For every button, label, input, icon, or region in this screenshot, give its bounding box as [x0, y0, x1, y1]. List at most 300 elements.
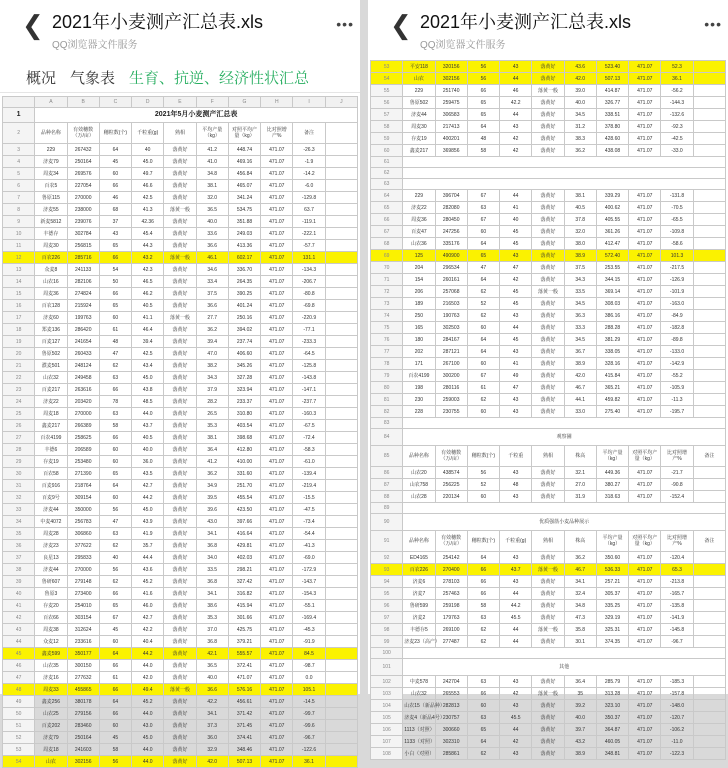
table-cell[interactable]: -69.0 [293, 552, 325, 564]
table-cell[interactable]: 44 [500, 624, 532, 636]
table-cell[interactable]: 471.07 [261, 156, 293, 168]
table-cell[interactable]: 523.40 [596, 61, 628, 73]
table-cell[interactable] [403, 648, 726, 659]
table-cell[interactable]: 471.07 [261, 204, 293, 216]
table-cell[interactable]: 410.00 [228, 456, 260, 468]
table-cell[interactable]: 302310 [435, 736, 467, 748]
table-cell[interactable]: 34.3 [564, 274, 596, 286]
table-cell[interactable]: -55.2 [661, 370, 693, 382]
table-cell[interactable]: 47 [467, 262, 499, 274]
table-cell[interactable]: 61 [99, 672, 131, 684]
table-cell[interactable]: 256783 [67, 516, 99, 528]
table-cell[interactable]: 43.6 [564, 61, 596, 73]
table-cell[interactable]: 47 [500, 382, 532, 394]
table-cell[interactable]: 41.1 [132, 312, 164, 324]
table-cell[interactable] [693, 73, 725, 85]
table-cell[interactable]: 61 [99, 324, 131, 336]
table-cell[interactable]: 0.0 [293, 672, 325, 684]
table-cell[interactable]: 278103 [435, 576, 467, 588]
table-cell[interactable]: 45 [500, 226, 532, 238]
table-cell[interactable]: -77.1 [293, 324, 325, 336]
table-cell[interactable]: 378.80 [596, 121, 628, 133]
table-cell[interactable]: 百农226 [403, 564, 435, 576]
column-header[interactable]: 千粒重(g) [132, 123, 164, 144]
table-cell[interactable] [693, 346, 725, 358]
table-cell[interactable] [403, 503, 726, 514]
table-cell[interactable]: 325.31 [596, 624, 628, 636]
row-number[interactable]: 98 [371, 624, 403, 636]
table-cell[interactable]: 34.6 [196, 264, 228, 276]
table-cell[interactable]: 37.3 [196, 720, 228, 732]
tab-traits-summary[interactable]: 生育、抗逆、经济性状汇总 [129, 69, 310, 87]
table-cell[interactable]: 38.9 [564, 358, 596, 370]
row-number[interactable]: 60 [371, 145, 403, 157]
table-cell[interactable] [325, 564, 357, 576]
column-header[interactable]: 对照平均产量（kg） [629, 446, 661, 467]
table-cell[interactable]: 52 [467, 298, 499, 310]
table-cell[interactable]: -6.0 [293, 180, 325, 192]
table-cell[interactable]: 249.03 [228, 228, 260, 240]
table-cell[interactable]: 471.07 [261, 636, 293, 648]
row-number[interactable]: 29 [3, 456, 35, 468]
table-cell[interactable]: 105.1 [293, 684, 325, 696]
table-cell[interactable]: 65 [467, 109, 499, 121]
table-cell[interactable]: 落黄好 [164, 492, 196, 504]
table-cell[interactable]: 233616 [67, 636, 99, 648]
table-cell[interactable]: 落黄好 [164, 588, 196, 600]
table-cell[interactable]: 33.5 [564, 286, 596, 298]
table-cell[interactable]: 36.6 [196, 300, 228, 312]
table-cell[interactable]: 379.21 [228, 636, 260, 648]
table-cell[interactable]: 339.29 [596, 190, 628, 202]
table-cell[interactable]: 周麦36 [35, 288, 67, 300]
table-cell[interactable]: 32.9 [196, 744, 228, 756]
row-number[interactable]: 23 [3, 384, 35, 396]
table-cell[interactable]: 471.07 [261, 144, 293, 156]
table-cell[interactable] [325, 672, 357, 684]
table-cell[interactable]: 306860 [67, 528, 99, 540]
table-cell[interactable]: 济麦7 [403, 588, 435, 600]
table-cell[interactable]: 256225 [435, 479, 467, 491]
table-cell[interactable] [325, 168, 357, 180]
column-header[interactable]: 熟相 [532, 531, 564, 552]
table-cell[interactable]: 397.66 [228, 516, 260, 528]
table-cell[interactable]: 36.4 [564, 676, 596, 688]
table-cell[interactable]: -14.2 [293, 168, 325, 180]
table-cell[interactable]: 327.28 [228, 372, 260, 384]
table-cell[interactable]: 471.07 [261, 216, 293, 228]
table-cell[interactable]: 448.74 [228, 144, 260, 156]
row-number[interactable]: 3 [3, 144, 35, 156]
table-cell[interactable]: 38.9 [564, 250, 596, 262]
table-cell[interactable]: 42.0 [196, 756, 228, 768]
table-cell[interactable]: 180 [403, 334, 435, 346]
table-cell[interactable]: 落黄好 [532, 479, 564, 491]
table-cell[interactable]: 350000 [67, 504, 99, 516]
table-cell[interactable]: 270000 [67, 408, 99, 420]
table-cell[interactable]: 42.36 [132, 216, 164, 228]
row-number[interactable]: 66 [371, 214, 403, 226]
table-cell[interactable]: 落黄好 [532, 394, 564, 406]
table-cell[interactable]: 280116 [435, 382, 467, 394]
table-cell[interactable]: 241654 [67, 336, 99, 348]
table-cell[interactable] [693, 97, 725, 109]
table-cell[interactable]: 63 [467, 612, 499, 624]
table-cell[interactable]: 64 [99, 696, 131, 708]
table-cell[interactable] [693, 624, 725, 636]
row-number[interactable]: 82 [371, 406, 403, 418]
table-cell[interactable]: 落黄好 [164, 612, 196, 624]
column-header[interactable]: 平均产量（kg） [196, 123, 228, 144]
table-cell[interactable] [693, 121, 725, 133]
table-cell[interactable]: 65 [99, 240, 131, 252]
table-cell[interactable] [693, 576, 725, 588]
column-header[interactable]: 株高 [564, 446, 596, 467]
table-cell[interactable]: 66 [99, 180, 131, 192]
row-number[interactable]: 5 [3, 168, 35, 180]
table-cell[interactable]: -72.4 [293, 432, 325, 444]
row-number[interactable]: 58 [371, 121, 403, 133]
table-cell[interactable] [325, 372, 357, 384]
table-cell[interactable]: 189 [403, 298, 435, 310]
table-cell[interactable]: 257.21 [596, 576, 628, 588]
table-cell[interactable]: 济麦60 [35, 312, 67, 324]
table-cell[interactable]: 390.25 [228, 288, 260, 300]
table-cell[interactable]: 落黄一般 [164, 204, 196, 216]
table-cell[interactable] [325, 144, 357, 156]
row-number[interactable]: 85 [371, 446, 403, 467]
table-cell[interactable]: 242704 [435, 676, 467, 688]
table-cell[interactable] [325, 216, 357, 228]
table-cell[interactable]: 300150 [67, 660, 99, 672]
table-cell[interactable]: 44.2 [132, 648, 164, 660]
table-cell[interactable] [325, 516, 357, 528]
table-cell[interactable]: 38.2 [196, 360, 228, 372]
table-cell[interactable]: 36.8 [196, 576, 228, 588]
table-cell[interactable]: 471.07 [629, 73, 661, 85]
table-cell[interactable]: 36.5 [196, 660, 228, 672]
column-header[interactable]: 有效穗数（万/亩） [67, 123, 99, 144]
table-cell[interactable]: 66 [99, 708, 131, 720]
table-cell[interactable]: 64 [99, 144, 131, 156]
table-cell[interactable]: 250 [403, 310, 435, 322]
table-cell[interactable]: 40.5 [132, 432, 164, 444]
table-cell[interactable]: 37.5 [564, 262, 596, 274]
table-cell[interactable]: 328.16 [596, 358, 628, 370]
table-cell[interactable]: 471.07 [629, 600, 661, 612]
table-cell[interactable]: 周麦30 [35, 240, 67, 252]
column-header[interactable]: 穗粒数(个) [467, 531, 499, 552]
table-cell[interactable]: 471.07 [261, 744, 293, 756]
table-cell[interactable]: 215924 [67, 300, 99, 312]
table-cell[interactable]: 257068 [435, 286, 467, 298]
table-cell[interactable]: 36.8 [196, 540, 228, 552]
table-cell[interactable] [403, 418, 726, 429]
table-cell[interactable]: 60 [99, 636, 131, 648]
table-cell[interactable] [693, 552, 725, 564]
table-cell[interactable]: 285716 [67, 252, 99, 264]
table-cell[interactable]: 471.07 [629, 133, 661, 145]
table-cell[interactable]: 38.1 [196, 432, 228, 444]
row-number[interactable]: 56 [371, 97, 403, 109]
table-cell[interactable]: 48 [99, 336, 131, 348]
table-cell[interactable]: 471.07 [261, 708, 293, 720]
table-cell[interactable]: 380178 [67, 696, 99, 708]
row-number[interactable]: 4 [3, 156, 35, 168]
table-cell[interactable]: 471.07 [629, 576, 661, 588]
table-cell[interactable]: -134.3 [293, 264, 325, 276]
table-cell[interactable]: 285.79 [596, 676, 628, 688]
table-cell[interactable] [693, 406, 725, 418]
table-cell[interactable]: 471.07 [261, 612, 293, 624]
table-cell[interactable]: 39.7 [564, 724, 596, 736]
table-cell[interactable]: 249458 [67, 372, 99, 384]
table-cell[interactable]: 丰德存5 [403, 624, 435, 636]
table-cell[interactable]: 374.41 [228, 732, 260, 744]
table-cell[interactable]: 46.1 [196, 252, 228, 264]
row-number[interactable]: 103 [371, 688, 403, 700]
table-cell[interactable]: -182.8 [661, 322, 693, 334]
table-cell[interactable]: 555.57 [228, 648, 260, 660]
table-cell[interactable]: 42.3 [132, 264, 164, 276]
table-cell[interactable]: 落黄好 [164, 696, 196, 708]
table-cell[interactable]: 42.0 [564, 370, 596, 382]
table-cell[interactable]: 47 [99, 348, 131, 360]
table-cell[interactable]: 落黄好 [532, 145, 564, 157]
row-number[interactable]: 65 [371, 202, 403, 214]
table-cell[interactable] [693, 467, 725, 479]
table-cell[interactable] [325, 420, 357, 432]
table-cell[interactable]: 45.5 [500, 612, 532, 624]
table-cell[interactable] [325, 432, 357, 444]
table-cell[interactable]: 471.07 [629, 712, 661, 724]
table-cell[interactable]: -142.9 [661, 358, 693, 370]
column-letter[interactable]: J [325, 97, 357, 108]
table-cell[interactable]: 202 [403, 346, 435, 358]
table-cell[interactable]: 471.07 [261, 168, 293, 180]
table-cell[interactable]: 落黄好 [164, 528, 196, 540]
column-letter[interactable]: D [132, 97, 164, 108]
table-cell[interactable]: 60 [99, 312, 131, 324]
table-cell[interactable] [325, 408, 357, 420]
table-cell[interactable]: 35.7 [132, 540, 164, 552]
table-cell[interactable]: 602.17 [228, 252, 260, 264]
table-cell[interactable]: 落黄好 [164, 504, 196, 516]
table-cell[interactable]: 233.37 [228, 396, 260, 408]
table-cell[interactable]: 350177 [67, 648, 99, 660]
table-cell[interactable]: 丰德存 [35, 228, 67, 240]
table-cell[interactable]: 471.07 [629, 552, 661, 564]
table-cell[interactable]: 42 [500, 145, 532, 157]
table-cell[interactable]: 39.4 [196, 336, 228, 348]
table-cell[interactable]: 36.6 [196, 240, 228, 252]
row-number[interactable]: 79 [371, 370, 403, 382]
table-cell[interactable] [693, 688, 725, 700]
table-cell[interactable]: -139.4 [293, 468, 325, 480]
table-cell[interactable]: 45.0 [132, 372, 164, 384]
table-cell[interactable]: 落黄一般 [164, 312, 196, 324]
table-cell[interactable]: -222.1 [293, 228, 325, 240]
table-cell[interactable]: 落黄好 [532, 214, 564, 226]
row-number[interactable]: 70 [371, 262, 403, 274]
row-number[interactable]: 24 [3, 396, 35, 408]
table-cell[interactable]: -15.5 [293, 492, 325, 504]
row-number[interactable]: 35 [3, 528, 35, 540]
table-cell[interactable]: 179763 [435, 612, 467, 624]
row-number[interactable]: 73 [371, 298, 403, 310]
table-cell[interactable]: 345.26 [228, 360, 260, 372]
chevron-left-icon[interactable]: ❮ [22, 10, 44, 40]
table-cell[interactable]: 42 [500, 736, 532, 748]
table-cell[interactable]: 65 [467, 97, 499, 109]
table-cell[interactable]: 37.9 [196, 384, 228, 396]
table-cell[interactable]: 60 [467, 226, 499, 238]
table-cell[interactable]: 43 [500, 576, 532, 588]
row-number[interactable]: 30 [3, 468, 35, 480]
table-cell[interactable]: 471.07 [629, 382, 661, 394]
table-cell[interactable]: 254010 [67, 600, 99, 612]
table-cell[interactable]: -119.1 [293, 216, 325, 228]
table-cell[interactable]: 259003 [435, 394, 467, 406]
table-cell[interactable]: 267100 [435, 358, 467, 370]
table-cell[interactable]: 1113（对照） [403, 724, 435, 736]
table-cell[interactable]: 40.0 [196, 216, 228, 228]
table-cell[interactable]: 60 [467, 322, 499, 334]
table-cell[interactable]: 58 [467, 145, 499, 157]
table-cell[interactable]: 41 [500, 358, 532, 370]
table-cell[interactable]: -67.5 [293, 420, 325, 432]
table-cell[interactable]: 48 [467, 133, 499, 145]
table-cell[interactable]: 35 [564, 688, 596, 700]
table-cell[interactable]: 34.5 [564, 109, 596, 121]
row-number[interactable]: 31 [3, 480, 35, 492]
column-letter[interactable]: H [261, 97, 293, 108]
table-cell[interactable]: 471.07 [261, 228, 293, 240]
table-cell[interactable]: 27.7 [196, 312, 228, 324]
table-cell[interactable]: 56 [99, 564, 131, 576]
table-cell[interactable]: 存麦19 [403, 133, 435, 145]
table-cell[interactable]: 471.07 [228, 672, 260, 684]
table-cell[interactable]: 28.2 [196, 396, 228, 408]
table-cell[interactable]: 62 [467, 624, 499, 636]
more-dots-icon[interactable]: ••• [336, 16, 354, 32]
column-header[interactable]: 备注 [693, 531, 725, 552]
table-cell[interactable]: -11.3 [661, 394, 693, 406]
table-cell[interactable]: 落黄好 [164, 660, 196, 672]
row-number[interactable]: 37 [3, 552, 35, 564]
table-cell[interactable]: 58 [99, 744, 131, 756]
table-cell[interactable]: 济麦44 [403, 109, 435, 121]
table-cell[interactable] [693, 334, 725, 346]
table-cell[interactable]: -96.7 [661, 636, 693, 648]
table-cell[interactable]: 落黄好 [532, 61, 564, 73]
table-cell[interactable]: 落黄好 [164, 516, 196, 528]
table-cell[interactable]: 48.5 [132, 396, 164, 408]
table-cell[interactable] [693, 676, 725, 688]
row-number[interactable]: 102 [371, 676, 403, 688]
table-cell[interactable]: -47.5 [293, 504, 325, 516]
table-cell[interactable]: 43 [500, 310, 532, 322]
table-cell[interactable]: 64 [467, 736, 499, 748]
table-cell[interactable]: 438.08 [596, 145, 628, 157]
table-cell[interactable]: 62 [467, 286, 499, 298]
table-cell[interactable]: 43 [500, 700, 532, 712]
table-cell[interactable] [693, 636, 725, 648]
row-number[interactable]: 21 [3, 360, 35, 372]
table-cell[interactable]: 374.35 [596, 636, 628, 648]
table-cell[interactable]: 31.2 [564, 121, 596, 133]
table-cell[interactable]: 65 [467, 250, 499, 262]
table-cell[interactable]: 471.07 [261, 192, 293, 204]
table-cell[interactable]: 237.74 [228, 336, 260, 348]
chevron-left-icon[interactable]: ❮ [390, 10, 412, 40]
table-cell[interactable]: 277632 [67, 672, 99, 684]
table-cell[interactable]: 36.2 [196, 324, 228, 336]
table-cell[interactable]: 39.4 [132, 336, 164, 348]
table-cell[interactable]: 394.02 [228, 324, 260, 336]
table-cell[interactable]: 45 [99, 156, 131, 168]
table-cell[interactable]: 落黄一般 [164, 252, 196, 264]
table-cell[interactable]: 百农4199 [403, 370, 435, 382]
row-number[interactable]: 69 [371, 250, 403, 262]
table-cell[interactable]: 296534 [435, 262, 467, 274]
table-cell[interactable]: -122.3 [661, 748, 693, 760]
table-cell[interactable]: 344.15 [596, 274, 628, 286]
table-cell[interactable]: 44.0 [132, 744, 164, 756]
table-cell[interactable]: 230 [403, 394, 435, 406]
row-number[interactable]: 17 [3, 312, 35, 324]
table-cell[interactable]: -122.6 [293, 744, 325, 756]
table-cell[interactable]: 67 [99, 612, 131, 624]
table-cell[interactable]: 229 [403, 190, 435, 202]
table-cell[interactable]: 落黄好 [532, 250, 564, 262]
table-cell[interactable]: 落黄好 [164, 408, 196, 420]
table-cell[interactable]: 落黄好 [164, 228, 196, 240]
table-cell[interactable]: 40.4 [132, 636, 164, 648]
table-cell[interactable]: 43.8 [132, 384, 164, 396]
table-cell[interactable]: 37.5 [196, 288, 228, 300]
table-cell[interactable]: 471.07 [629, 286, 661, 298]
table-cell[interactable]: 周麦28 [35, 528, 67, 540]
table-cell[interactable]: 471.07 [261, 468, 293, 480]
table-cell[interactable]: 落黄好 [164, 348, 196, 360]
table-cell[interactable]: -91.9 [293, 636, 325, 648]
table-cell[interactable]: -195.7 [661, 406, 693, 418]
table-cell[interactable]: 471.07 [629, 736, 661, 748]
table-cell[interactable]: 山农 [403, 73, 435, 85]
column-header[interactable]: 比对照增产% [661, 446, 693, 467]
table-cell[interactable]: 250164 [67, 156, 99, 168]
table-cell[interactable]: 369856 [435, 145, 467, 157]
table-cell[interactable]: 413.36 [228, 240, 260, 252]
table-cell[interactable]: 山农758 [403, 479, 435, 491]
table-cell[interactable]: 43 [500, 676, 532, 688]
table-cell[interactable]: 471.07 [261, 288, 293, 300]
table-cell[interactable]: 350.37 [596, 712, 628, 724]
table-cell[interactable]: 269100 [435, 624, 467, 636]
table-cell[interactable]: 40 [99, 552, 131, 564]
table-cell[interactable]: 38.9 [564, 748, 596, 760]
column-letter[interactable]: G [228, 97, 260, 108]
table-cell[interactable]: 471.07 [629, 109, 661, 121]
table-cell[interactable] [693, 145, 725, 157]
table-cell[interactable]: 348.46 [228, 744, 260, 756]
table-cell[interactable]: 平安118 [403, 61, 435, 73]
table-cell[interactable]: 471.07 [629, 322, 661, 334]
table-cell[interactable]: 471.07 [629, 394, 661, 406]
table-cell[interactable]: 471.07 [629, 636, 661, 648]
table-cell[interactable]: 218764 [67, 480, 99, 492]
